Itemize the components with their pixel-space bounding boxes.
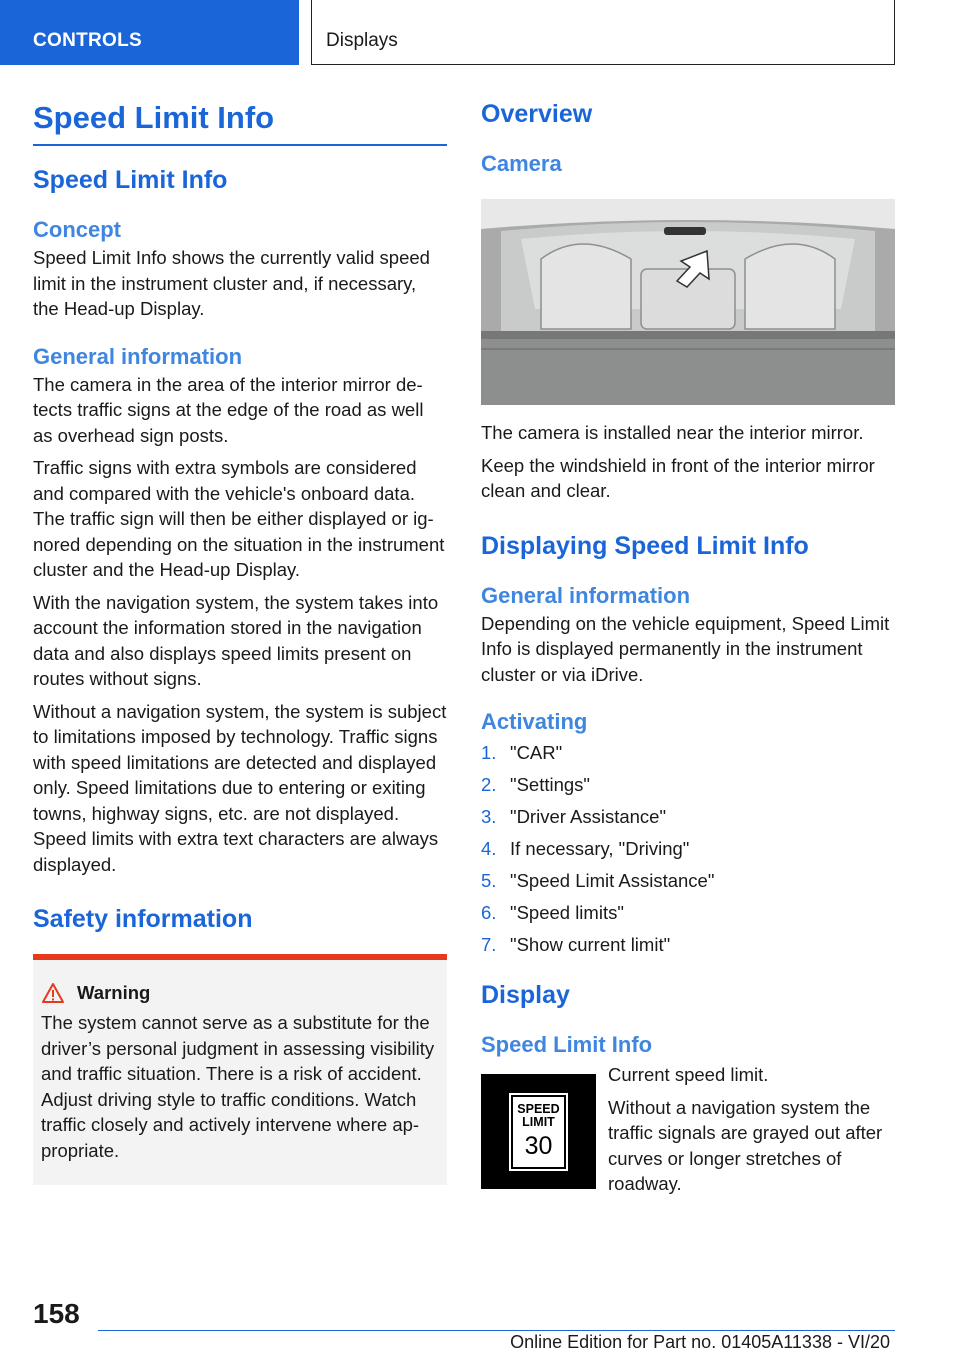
section-tab: CONTROLS: [0, 0, 299, 65]
activation-steps: [481, 737, 895, 961]
warning-box: [33, 954, 447, 1185]
speed-limit-description: [608, 1062, 895, 1197]
speed-limit-paragraph-2: Without a navigation system the traffic signals are grayed out after curves or longer stretches of roadway.: [608, 1096, 883, 1194]
step-item: 7. "Show current limit": [481, 934, 671, 955]
general-info-heading-right: General information: [481, 582, 691, 608]
page-number: 158: [33, 1298, 80, 1329]
displaying-heading: Displaying Speed Limit Info: [481, 531, 809, 560]
chapter-title: Displays: [311, 0, 895, 65]
general-paragraph-2: Traffic signs with extra symbols are considered and compared with the vehicle's onboard data. The traffic sign will then be either displayed or ignored depending on the situation in the instrument cluster and the Head-up Display.: [33, 457, 445, 580]
step-item: 6. "Speed limits": [481, 902, 624, 923]
overview-heading: Overview: [481, 100, 593, 128]
general-paragraph-4: Without a navigation system, the system is subject to limitations imposed by technology. Traffic signs with speed limitations are detected and displayed only. Speed limitations due to entering or exiting towns, highway signs, etc. are not displayed. Speed limits with extra text characters are always displayed.: [33, 700, 447, 875]
camera-paragraph-1: The camera is installed near the interior mirror.: [481, 422, 864, 443]
right-column: [481, 100, 895, 1197]
step-item: 1. "CAR": [481, 742, 563, 763]
camera-heading: Camera: [481, 151, 562, 176]
warning-title: Warning: [77, 982, 151, 1003]
step-item: 2. "Settings": [481, 774, 590, 795]
footer-edition: Online Edition for Part no. 01405A11338 - VI/20: [510, 1332, 890, 1352]
step-item: 4. If necessary, "Driving": [481, 838, 690, 859]
concept-heading: Concept: [33, 217, 121, 242]
speed-limit-heading: Speed Limit Info: [481, 1032, 653, 1057]
speed-limit-sign-icon: SPEED LIMIT 30: [511, 1095, 566, 1169]
camera-location-illustration: [481, 199, 895, 405]
safety-heading: Safety information: [33, 905, 253, 933]
section-heading: Speed Limit Info: [33, 166, 228, 194]
speed-limit-paragraph-1: Current speed limit.: [608, 1064, 769, 1085]
camera-paragraph-2: Keep the windshield in front of the interior mirror clean and clear.: [481, 454, 875, 501]
general-paragraph-3: With the navigation system, the system takes into account the information stored in the navigation data and also displays speed limits present on routes without signs.: [33, 591, 439, 689]
general-info-heading: General information: [33, 343, 243, 369]
concept-text: Speed Limit Info shows the currently valid speed limit in the instrument cluster and, if necessary, the Head-up Display.: [33, 247, 430, 319]
general-paragraph-1: The camera in the area of the interior mirror detects traffic signs at the edge of the road as well as overhead sign posts.: [33, 373, 424, 446]
warning-triangle-icon: [41, 982, 65, 1004]
left-column: [33, 100, 447, 1185]
step-item: 5. "Speed Limit Assistance": [481, 870, 715, 891]
speed-limit-display-row: [481, 1064, 895, 1197]
footer-divider: [98, 1330, 895, 1331]
warning-header: [41, 982, 439, 1004]
display-heading: Display: [481, 981, 570, 1009]
activating-heading: Activating: [481, 709, 588, 734]
warning-text: The system cannot serve as a substitute for the driver’s personal judgment in assessing visibility and traffic situation. There is a risk of accident. Adjust driving style to traffic conditions. Watch traffic closely and actively intervene where appropriate.: [41, 1012, 435, 1161]
general-info-text-right: Depending on the vehicle equipment, Speed Limit Info is displayed permanently in the instrument cluster or via iDrive.: [481, 612, 890, 685]
page-title: Speed Limit Info: [33, 100, 447, 146]
step-item: 3. "Driver Assistance": [481, 806, 667, 827]
speed-limit-sign-image: [481, 1074, 596, 1189]
